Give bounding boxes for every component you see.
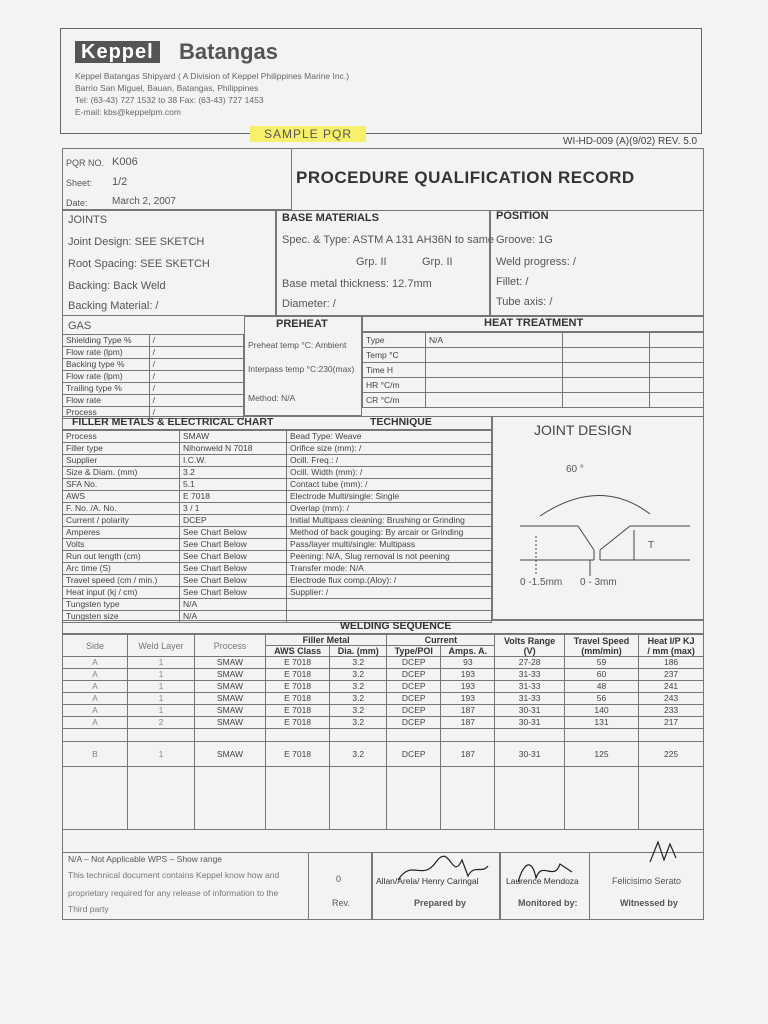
sequence-process: SMAW bbox=[195, 717, 266, 729]
sequence-process: SMAW bbox=[195, 693, 266, 705]
heat-treatment-row bbox=[363, 393, 704, 408]
sequence-type-poi: DCEP bbox=[387, 742, 441, 767]
sequence-process: SMAW bbox=[195, 669, 266, 681]
sequence-side: A bbox=[63, 705, 128, 717]
heat-treatment-blank bbox=[563, 348, 650, 363]
legend-text: N/A – Not Applicable WPS – Show range bbox=[68, 854, 223, 864]
filler-value: See Chart Below bbox=[180, 575, 287, 587]
sequence-process: SMAW bbox=[195, 681, 266, 693]
sequence-spacer-cell bbox=[63, 729, 128, 742]
filler-value: See Chart Below bbox=[180, 551, 287, 563]
sequence-spacer-cell bbox=[330, 729, 387, 742]
col-dia: Dia. (mm) bbox=[330, 646, 387, 657]
heat-treatment-row bbox=[363, 363, 704, 378]
sequence-side: B bbox=[63, 742, 128, 767]
heat-treatment-blank bbox=[650, 378, 704, 393]
sequence-blank-cell bbox=[441, 767, 495, 830]
sequence-spacer-cell bbox=[639, 729, 704, 742]
technique-item: Ocill. Freq.: / bbox=[287, 455, 492, 467]
base-thickness-field: Base metal thickness: 12.7mm bbox=[282, 278, 432, 290]
welding-sequence-table bbox=[62, 634, 704, 830]
spec-type-field: Spec. & Type: ASTM A 131 AH36N to same bbox=[282, 234, 494, 246]
filler-row bbox=[63, 551, 492, 563]
heat-treatment-blank bbox=[650, 363, 704, 378]
date-value: March 2, 2007 bbox=[112, 196, 176, 207]
gas-label: Flow rate (lpm) bbox=[63, 371, 150, 383]
heat-treatment-row bbox=[363, 348, 704, 363]
filler-value: 3.2 bbox=[180, 467, 287, 479]
sequence-amps: 193 bbox=[441, 693, 495, 705]
filler-row bbox=[63, 575, 492, 587]
sequence-spacer-cell bbox=[195, 729, 266, 742]
technique-heading: TECHNIQUE bbox=[370, 416, 432, 428]
bevel-left bbox=[578, 526, 594, 550]
address-line-1: Keppel Batangas Shipyard ( A Division of Keppel Philippines Marine Inc.) bbox=[75, 71, 350, 81]
filler-label: Current / polarity bbox=[63, 515, 180, 527]
technique-item: Peening: N/A, Slug removal is not peening bbox=[287, 551, 492, 563]
gas-label: Backing type % bbox=[63, 359, 150, 371]
prepared-label: Prepared by bbox=[414, 898, 467, 908]
gas-row bbox=[63, 347, 244, 359]
filler-value: E 7018 bbox=[180, 491, 287, 503]
sequence-side: A bbox=[63, 717, 128, 729]
col-heat-input: Heat I/P KJ / mm (max) bbox=[639, 635, 704, 657]
sequence-weld-layer: 2 bbox=[128, 717, 195, 729]
col-amps: Amps. A. bbox=[441, 646, 495, 657]
sequence-process: SMAW bbox=[195, 742, 266, 767]
technique-item: Electrode flux comp.(Aloy): / bbox=[287, 575, 492, 587]
sequence-spacer-cell bbox=[441, 729, 495, 742]
heat-treatment-table bbox=[362, 332, 704, 408]
heat-treatment-label: Temp °C bbox=[363, 348, 426, 363]
heat-treatment-label: Type bbox=[363, 333, 426, 348]
sequence-row bbox=[63, 705, 704, 717]
sequence-amps: 187 bbox=[441, 705, 495, 717]
sequence-row bbox=[63, 657, 704, 669]
sequence-spacer-row bbox=[63, 729, 704, 742]
heat-treatment-blank bbox=[563, 393, 650, 408]
gas-row bbox=[63, 383, 244, 395]
sequence-dia: 3.2 bbox=[330, 669, 387, 681]
gas-value: / bbox=[149, 335, 243, 347]
sequence-spacer-cell bbox=[564, 729, 638, 742]
sequence-amps: 187 bbox=[441, 742, 495, 767]
technique-item: Pass/layer multi/single: Multipass bbox=[287, 539, 492, 551]
technique-item bbox=[287, 599, 492, 611]
filler-label: AWS bbox=[63, 491, 180, 503]
filler-row bbox=[63, 491, 492, 503]
filler-row bbox=[63, 455, 492, 467]
sequence-dia: 3.2 bbox=[330, 681, 387, 693]
sequence-weld-layer: 1 bbox=[128, 705, 195, 717]
filler-value: Nihonweld N 7018 bbox=[180, 443, 287, 455]
sequence-blank-cell bbox=[639, 767, 704, 830]
heat-treatment-blank bbox=[563, 333, 650, 348]
gas-row bbox=[63, 371, 244, 383]
pqr-no-label: PQR NO. bbox=[66, 158, 105, 168]
sequence-row bbox=[63, 742, 704, 767]
sequence-travel-speed: 60 bbox=[564, 669, 638, 681]
filler-label: Supplier bbox=[63, 455, 180, 467]
sequence-volts: 30-31 bbox=[495, 742, 564, 767]
joint-design-sketch bbox=[500, 456, 700, 596]
sequence-dia: 3.2 bbox=[330, 693, 387, 705]
gas-label: Shielding Type % bbox=[63, 335, 150, 347]
sequence-heat-input: 186 bbox=[639, 657, 704, 669]
sequence-weld-layer: 1 bbox=[128, 657, 195, 669]
filler-value: See Chart Below bbox=[180, 527, 287, 539]
address-line-3: Tel: (63-43) 727 1532 to 38 Fax: (63-43) 727 1453 bbox=[75, 95, 264, 105]
sequence-blank-row bbox=[63, 767, 704, 830]
filler-row bbox=[63, 587, 492, 599]
form-number: WI-HD-009 (A)(9/02) REV. 5.0 bbox=[563, 136, 698, 147]
sequence-travel-speed: 131 bbox=[564, 717, 638, 729]
sequence-type-poi: DCEP bbox=[387, 669, 441, 681]
sequence-spacer-cell bbox=[128, 729, 195, 742]
gas-value: / bbox=[149, 383, 243, 395]
filler-row bbox=[63, 467, 492, 479]
filler-technique-table bbox=[62, 430, 492, 623]
notice-line-1: This technical document contains Keppel know how and bbox=[68, 870, 280, 880]
gas-value: / bbox=[149, 359, 243, 371]
group-1-field: Grp. II bbox=[356, 256, 387, 268]
col-current: Current bbox=[387, 635, 495, 646]
col-aws-class: AWS Class bbox=[266, 646, 330, 657]
joint-design-heading: JOINT DESIGN bbox=[534, 422, 632, 438]
sequence-amps: 193 bbox=[441, 669, 495, 681]
rev-box bbox=[308, 852, 372, 920]
technique-item: Orifice size (mm): / bbox=[287, 443, 492, 455]
company-header bbox=[60, 28, 702, 134]
preheat-temp-field: Preheat temp °C: Ambient bbox=[248, 340, 347, 350]
sequence-side: A bbox=[63, 693, 128, 705]
filler-row bbox=[63, 443, 492, 455]
joint-design-field: Joint Design: SEE SKETCH bbox=[68, 236, 205, 248]
sequence-volts: 27-28 bbox=[495, 657, 564, 669]
sequence-row bbox=[63, 717, 704, 729]
root-face-label: 0 - 3mm bbox=[580, 577, 617, 588]
gas-label: Flow rate (lpm) bbox=[63, 347, 150, 359]
gap-label: 0 -1.5mm bbox=[520, 577, 563, 588]
bevel-angle-label: 60 ° bbox=[566, 464, 584, 475]
technique-item: Supplier: / bbox=[287, 587, 492, 599]
sequence-type-poi: DCEP bbox=[387, 681, 441, 693]
rev-label: Rev. bbox=[332, 898, 350, 908]
sequence-heat-input: 217 bbox=[639, 717, 704, 729]
sequence-row bbox=[63, 669, 704, 681]
sequence-aws-class: E 7018 bbox=[266, 681, 330, 693]
gas-label: Flow rate bbox=[63, 395, 150, 407]
gas-row bbox=[63, 359, 244, 371]
heat-treatment-blank bbox=[650, 333, 704, 348]
sequence-dia: 3.2 bbox=[330, 705, 387, 717]
groove-field: Groove: 1G bbox=[496, 234, 553, 246]
tube-axis-field: Tube axis: / bbox=[496, 296, 553, 308]
sequence-dia: 3.2 bbox=[330, 717, 387, 729]
filler-value: See Chart Below bbox=[180, 539, 287, 551]
sheet-label: Sheet: bbox=[66, 178, 93, 188]
sequence-heat-input: 241 bbox=[639, 681, 704, 693]
sequence-weld-layer: 1 bbox=[128, 669, 195, 681]
filler-value: I.C.W. bbox=[180, 455, 287, 467]
filler-label: Tungsten size bbox=[63, 611, 180, 623]
monitored-name: Laurence Mendoza bbox=[506, 876, 579, 886]
gas-value: / bbox=[149, 407, 243, 419]
filler-label: Travel speed (cm / min.) bbox=[63, 575, 180, 587]
filler-value: 3 / 1 bbox=[180, 503, 287, 515]
filler-value: 5.1 bbox=[180, 479, 287, 491]
sequence-blank-cell bbox=[128, 767, 195, 830]
gas-label: Trailing type % bbox=[63, 383, 150, 395]
sequence-aws-class: E 7018 bbox=[266, 742, 330, 767]
filler-label: Tungsten type bbox=[63, 599, 180, 611]
preheat-heading: PREHEAT bbox=[276, 318, 328, 330]
filler-value: N/A bbox=[180, 599, 287, 611]
filler-value: N/A bbox=[180, 611, 287, 623]
witnessed-label: Witnessed by bbox=[620, 898, 678, 908]
filler-label: Volts bbox=[63, 539, 180, 551]
filler-label: SFA No. bbox=[63, 479, 180, 491]
technique-item: Overlap (mm): / bbox=[287, 503, 492, 515]
col-volts: Volts Range (V) bbox=[495, 635, 564, 657]
sequence-spacer-cell bbox=[266, 729, 330, 742]
sequence-dia: 3.2 bbox=[330, 742, 387, 767]
filler-label: Size & Diam. (mm) bbox=[63, 467, 180, 479]
diameter-field: Diameter: / bbox=[282, 298, 336, 310]
filler-label: Process bbox=[63, 431, 180, 443]
col-weld-layer: Weld Layer bbox=[128, 635, 195, 657]
sequence-side: A bbox=[63, 657, 128, 669]
filler-row bbox=[63, 527, 492, 539]
sequence-travel-speed: 140 bbox=[564, 705, 638, 717]
sequence-heat-input: 225 bbox=[639, 742, 704, 767]
sequence-travel-speed: 59 bbox=[564, 657, 638, 669]
root-spacing-field: Root Spacing: SEE SKETCH bbox=[68, 258, 210, 270]
filler-heading: FILLER METALS & ELECTRICAL CHART bbox=[72, 416, 274, 428]
sequence-aws-class: E 7018 bbox=[266, 693, 330, 705]
technique-item: Bead Type: Weave bbox=[287, 431, 492, 443]
filler-row bbox=[63, 479, 492, 491]
sequence-blank-cell bbox=[330, 767, 387, 830]
technique-item: Electrode Multi/single: Single bbox=[287, 491, 492, 503]
preheat-method-field: Method: N/A bbox=[248, 393, 296, 403]
sequence-side: A bbox=[63, 681, 128, 693]
pqr-no-value: K006 bbox=[112, 156, 138, 168]
address-line-4: E-mail: kbs@keppelpm.com bbox=[75, 107, 181, 117]
heat-treatment-blank bbox=[563, 378, 650, 393]
heat-treatment-value: N/A bbox=[426, 333, 563, 348]
filler-value: SMAW bbox=[180, 431, 287, 443]
company-logo-name: Batangas bbox=[179, 39, 279, 64]
sequence-travel-speed: 48 bbox=[564, 681, 638, 693]
prepared-name: Allan/Arela/ Henry Caringal bbox=[376, 876, 479, 886]
sequence-aws-class: E 7018 bbox=[266, 669, 330, 681]
filler-label: Amperes bbox=[63, 527, 180, 539]
col-type-poi: Type/POI bbox=[387, 646, 441, 657]
sequence-heat-input: 243 bbox=[639, 693, 704, 705]
joints-heading: JOINTS bbox=[68, 214, 108, 226]
sequence-blank-cell bbox=[387, 767, 441, 830]
sequence-spacer-cell bbox=[495, 729, 564, 742]
filler-label: Filler type bbox=[63, 443, 180, 455]
sequence-type-poi: DCEP bbox=[387, 657, 441, 669]
address-line-2: Barrio San Miguel, Bauan, Batangas, Philippines bbox=[75, 83, 259, 93]
col-filler-metal: Filler Metal bbox=[266, 635, 387, 646]
witnessed-signature bbox=[644, 836, 684, 868]
welding-sequence-heading: WELDING SEQUENCE bbox=[340, 620, 452, 632]
sequence-travel-speed: 125 bbox=[564, 742, 638, 767]
sequence-aws-class: E 7018 bbox=[266, 717, 330, 729]
sequence-volts: 30-31 bbox=[495, 717, 564, 729]
gas-value: / bbox=[149, 347, 243, 359]
sequence-type-poi: DCEP bbox=[387, 705, 441, 717]
bevel-angle-arc bbox=[540, 495, 650, 516]
filler-row bbox=[63, 539, 492, 551]
heat-treatment-heading: HEAT TREATMENT bbox=[484, 317, 584, 329]
sequence-volts: 30-31 bbox=[495, 705, 564, 717]
sequence-row bbox=[63, 693, 704, 705]
col-side: Side bbox=[63, 635, 128, 657]
sequence-blank-cell bbox=[564, 767, 638, 830]
sequence-aws-class: E 7018 bbox=[266, 705, 330, 717]
heat-treatment-value bbox=[426, 393, 563, 408]
sequence-volts: 31-33 bbox=[495, 669, 564, 681]
gas-value: / bbox=[149, 371, 243, 383]
interpass-temp-field: Interpass temp °C:230(max) bbox=[248, 364, 355, 374]
filler-label: Heat input (kj / cm) bbox=[63, 587, 180, 599]
fillet-field: Fillet: / bbox=[496, 276, 529, 288]
sequence-weld-layer: 1 bbox=[128, 742, 195, 767]
sequence-type-poi: DCEP bbox=[387, 717, 441, 729]
position-heading: POSITION bbox=[496, 210, 549, 222]
date-label: Date: bbox=[66, 198, 88, 208]
gas-value: / bbox=[149, 395, 243, 407]
heat-treatment-blank bbox=[563, 363, 650, 378]
sequence-side: A bbox=[63, 669, 128, 681]
sequence-blank-cell bbox=[195, 767, 266, 830]
filler-label: Arc time (S) bbox=[63, 563, 180, 575]
filler-row bbox=[63, 515, 492, 527]
sequence-weld-layer: 1 bbox=[128, 693, 195, 705]
gas-row bbox=[63, 335, 244, 347]
filler-value: DCEP bbox=[180, 515, 287, 527]
technique-item: Initial Multipass cleaning: Brushing or Grinding bbox=[287, 515, 492, 527]
weld-progress-field: Weld progress: / bbox=[496, 256, 576, 268]
sequence-amps: 93 bbox=[441, 657, 495, 669]
notice-line-3: Third party bbox=[68, 904, 109, 914]
heat-treatment-label: HR °C/m bbox=[363, 378, 426, 393]
thickness-label: T bbox=[648, 540, 655, 551]
sequence-blank-cell bbox=[266, 767, 330, 830]
heat-treatment-label: Time H bbox=[363, 363, 426, 378]
sheet-value: 1/2 bbox=[112, 176, 128, 188]
gas-heading: GAS bbox=[68, 320, 92, 332]
notice-line-2: proprietary required for any release of information to the bbox=[68, 888, 279, 898]
sequence-row bbox=[63, 681, 704, 693]
filler-row bbox=[63, 431, 492, 443]
technique-item: Ocill. Width (mm): / bbox=[287, 467, 492, 479]
sequence-process: SMAW bbox=[195, 657, 266, 669]
heat-treatment-blank bbox=[650, 348, 704, 363]
sequence-travel-speed: 56 bbox=[564, 693, 638, 705]
heat-treatment-value bbox=[426, 378, 563, 393]
sequence-heat-input: 237 bbox=[639, 669, 704, 681]
technique-item: Transfer mode: N/A bbox=[287, 563, 492, 575]
sequence-spacer-cell bbox=[387, 729, 441, 742]
col-travel-speed: Travel Speed (mm/min) bbox=[564, 635, 638, 657]
gas-label: Process bbox=[63, 407, 150, 419]
gas-table bbox=[62, 334, 244, 419]
technique-item: Method of back gouging: By arcair or Grinding bbox=[287, 527, 492, 539]
base-materials-heading: BASE MATERIALS bbox=[282, 212, 379, 224]
page-title: PROCEDURE QUALIFICATION RECORD bbox=[296, 168, 635, 187]
monitored-label: Monitored by: bbox=[518, 898, 578, 908]
technique-item: Contact tube (mm): / bbox=[287, 479, 492, 491]
heat-treatment-value bbox=[426, 363, 563, 378]
sequence-volts: 31-33 bbox=[495, 681, 564, 693]
sequence-weld-layer: 1 bbox=[128, 681, 195, 693]
sequence-heat-input: 233 bbox=[639, 705, 704, 717]
filler-row bbox=[63, 503, 492, 515]
sequence-aws-class: E 7018 bbox=[266, 657, 330, 669]
gas-row bbox=[63, 395, 244, 407]
heat-treatment-row bbox=[363, 333, 704, 348]
sequence-amps: 193 bbox=[441, 681, 495, 693]
sequence-volts: 31-33 bbox=[495, 693, 564, 705]
sequence-amps: 187 bbox=[441, 717, 495, 729]
sequence-dia: 3.2 bbox=[330, 657, 387, 669]
heat-treatment-blank bbox=[650, 393, 704, 408]
company-logo-mark: Keppel bbox=[75, 41, 160, 63]
backing-field: Backing: Back Weld bbox=[68, 280, 166, 292]
heat-treatment-label: CR °C/m bbox=[363, 393, 426, 408]
rev-value: 0 bbox=[336, 874, 342, 884]
heat-treatment-row bbox=[363, 378, 704, 393]
sample-note: SAMPLE PQR bbox=[250, 126, 366, 142]
filler-label: Run out length (cm) bbox=[63, 551, 180, 563]
filler-row bbox=[63, 599, 492, 611]
sequence-blank-cell bbox=[63, 767, 128, 830]
witnessed-name: Felicisimo Serato bbox=[612, 876, 682, 886]
col-process: Process bbox=[195, 635, 266, 657]
sequence-blank-cell bbox=[495, 767, 564, 830]
filler-value: See Chart Below bbox=[180, 563, 287, 575]
sequence-type-poi: DCEP bbox=[387, 693, 441, 705]
heat-treatment-value bbox=[426, 348, 563, 363]
sequence-process: SMAW bbox=[195, 705, 266, 717]
filler-row bbox=[63, 563, 492, 575]
backing-material-field: Backing Material: / bbox=[68, 300, 159, 312]
filler-value: See Chart Below bbox=[180, 587, 287, 599]
group-2-field: Grp. II bbox=[422, 256, 453, 268]
bevel-right bbox=[600, 526, 630, 550]
filler-label: F. No. /A. No. bbox=[63, 503, 180, 515]
